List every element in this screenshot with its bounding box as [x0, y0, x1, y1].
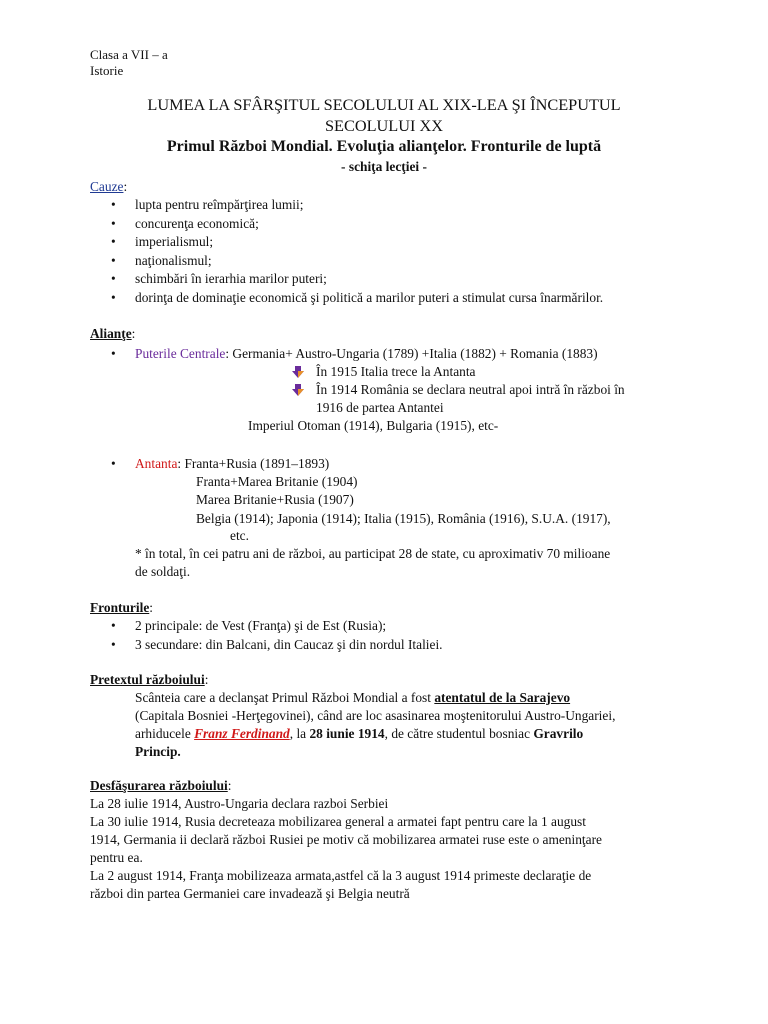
desfasurare-line: război din partea Germaniei care invadează şi Belgia neutră [90, 886, 410, 901]
franz-ferdinand-highlight: Franz Ferdinand [194, 726, 290, 741]
pretext-line: Scânteia care a declanşat Primul Război Mondial a fost atentatul de la Sarajevo [135, 690, 571, 705]
section-fronturi: Fronturile: [90, 600, 153, 615]
antanta-label: Antanta [135, 456, 178, 471]
sarajevo-highlight: atentatul de la Sarajevo [434, 690, 571, 705]
title-line-2: SECOLULUI XX [324, 116, 444, 135]
antanta-line: etc. [230, 528, 249, 543]
subject-line: Istorie [90, 63, 124, 78]
note-line: de soldaţi. [135, 564, 191, 579]
section-pretext: Pretextul războiului: [90, 672, 209, 687]
section-aliante: Alianţe: [90, 326, 136, 341]
section-desfasurare-heading: Desfăşurarea războiului [90, 778, 228, 793]
desfasurare-line: La 28 iulie 1914, Austro-Ungaria declara razboi Serbiei [90, 796, 389, 811]
arrow-down-icon [292, 366, 304, 378]
desfasurare-line: pentru ea. [90, 850, 143, 865]
arrow-item: În 1914 România se declara neutral apoi intră în război în [292, 381, 601, 400]
lesson-subtitle: - schiţa lecţiei - [341, 159, 427, 174]
arrow-down-icon [292, 384, 304, 396]
section-desfasurare: Desfăşurarea războiului: [90, 778, 232, 793]
list-item: • 2 principale: de Vest (Franţa) şi de Est (Rusia); [108, 617, 359, 636]
title-line-1: LUMEA LA SFÂRŞITUL SECOLULUI AL XIX-LEA ŞI ÎNCEPUTUL [147, 95, 621, 114]
list-item-antanta: • Antanta: Franta+Rusia (1891–1893) [108, 455, 302, 474]
antanta-line: Belgia (1914); Japonia (1914); Italia (1915), România (1916), S.U.A. (1917), [196, 511, 611, 526]
list-item: • naţionalismul; [108, 252, 185, 271]
antanta-line: Marea Britanie+Rusia (1907) [196, 492, 354, 507]
list-item: • 3 secundare: din Balcani, din Caucaz şi din nordul Italiei. [108, 636, 416, 655]
section-cauze-heading: Cauze [90, 179, 124, 194]
section-pretext-heading: Pretextul războiului [90, 672, 205, 687]
desfasurare-line: La 30 iulie 1914, Rusia decreteaza mobilizarea general a armatei fapt pentru care la 1 august [90, 814, 586, 829]
list-item: • dorinţa de dominaţie economică şi politică a marilor puteri a stimulat cursa înarmărilor. [108, 289, 576, 308]
list-item-puterile-centrale: • Puterile Centrale: Germania+ Austro-Ungaria (1789) +Italia (1882) + Romania (1883) [108, 345, 571, 364]
arrow-item: În 1915 Italia trece la Antanta [292, 363, 452, 382]
class-line: Clasa a VII – a [90, 47, 168, 62]
pretext-line: arhiducele Franz Ferdinand, la 28 iunie 1914, de către studentul bosniac Gravrilo [135, 726, 584, 741]
otoman-line: Imperiul Otoman (1914), Bulgaria (1915), etc- [248, 418, 499, 433]
list-item: • lupta pentru reîmpărţirea lumii; [108, 196, 276, 215]
puterile-centrale-label: Puterile Centrale [135, 346, 226, 361]
section-cauze [90, 178, 127, 197]
list-item: • imperialismul; [108, 233, 186, 252]
colon: : [123, 179, 128, 194]
arrow-item-continued: 1916 de partea Antantei [316, 400, 444, 415]
pretext-line: Princip. [135, 744, 181, 759]
antanta-line: Franta+Marea Britanie (1904) [196, 474, 358, 489]
desfasurare-line: La 2 august 1914, Franţa mobilizeaza armata,astfel că la 3 august 1914 primeste declaraţie de [90, 868, 592, 883]
section-fronturi-heading: Fronturile [90, 600, 150, 615]
desfasurare-line: 1914, Germania ii declară război Rusiei pe motiv că mobilizarea armatei ruse este o ameninţare [90, 832, 602, 847]
note-line: * în total, în cei patru ani de război, au participat 28 de state, cu aproximativ 70 milioane [135, 546, 611, 561]
list-item: • concurenţa economică; [108, 215, 232, 234]
list-item: • schimbări în ierarhia marilor puteri; [108, 270, 300, 289]
pretext-line: (Capitala Bosniei -Herţegovinei), când are loc asasinarea moştenitorului Austro-Ungariei, [135, 708, 616, 723]
section-aliante-heading: Alianţe [90, 326, 132, 341]
lesson-title: Primul Război Mondial. Evoluţia alianţelor. Fronturile de luptă [166, 138, 602, 155]
